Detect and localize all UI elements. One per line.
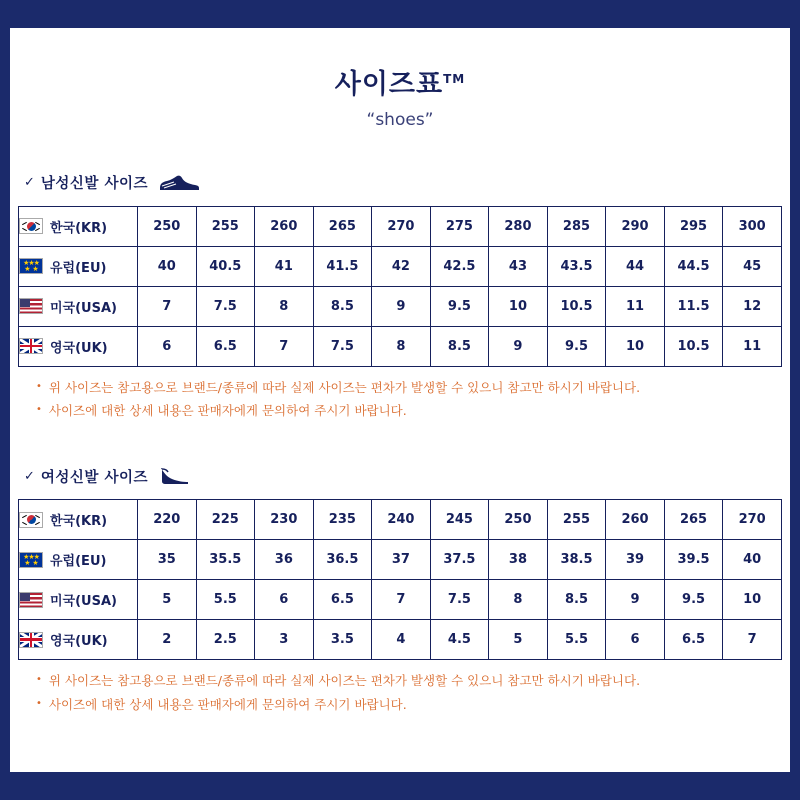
table-row <box>19 620 782 660</box>
korea-flag-icon <box>19 512 43 528</box>
cell: 6.5 <box>196 326 255 366</box>
usa-flag-icon <box>19 298 43 314</box>
cell: 255 <box>547 500 606 540</box>
check-icon: ✓ <box>24 468 35 484</box>
row-label-text: 유럽(EU) <box>50 554 107 570</box>
cell: 7.5 <box>430 580 489 620</box>
note-text: 위 사이즈는 참고용으로 브랜드/종류에 따라 실제 사이즈는 편차가 발생할 수 있으니 참고만 하시기 바랍니다. <box>48 673 641 689</box>
cell: 8 <box>372 326 431 366</box>
cell: 3.5 <box>313 620 372 660</box>
cell: 37.5 <box>430 540 489 580</box>
table-row <box>19 326 782 366</box>
womens-size-table <box>18 499 782 660</box>
cell: 38 <box>489 540 548 580</box>
cell: 7 <box>723 620 782 660</box>
cell: 5 <box>489 620 548 660</box>
bullet-icon: • <box>36 674 42 686</box>
row-label-kr <box>19 206 138 246</box>
cell: 8 <box>489 580 548 620</box>
row-label-usa <box>19 580 138 620</box>
cell: 43 <box>489 246 548 286</box>
check-icon: ✓ <box>24 175 35 191</box>
cell: 41 <box>255 246 314 286</box>
cell: 40 <box>138 246 197 286</box>
section-mens-title: 남성신발 사이즈 <box>40 176 149 193</box>
mens-size-table <box>18 206 782 367</box>
bullet-icon: • <box>36 404 42 416</box>
cell: 220 <box>138 500 197 540</box>
mens-shoe-icon <box>158 173 200 193</box>
table-row <box>19 246 782 286</box>
cell: 9 <box>606 580 665 620</box>
cell: 41.5 <box>313 246 372 286</box>
row-label-uk <box>19 620 138 660</box>
cell: 8 <box>255 286 314 326</box>
cell: 265 <box>313 206 372 246</box>
row-label-uk <box>19 326 138 366</box>
cell: 280 <box>489 206 548 246</box>
uk-flag-icon <box>19 338 43 354</box>
cell: 8.5 <box>313 286 372 326</box>
cell: 37 <box>372 540 431 580</box>
cell: 260 <box>606 500 665 540</box>
section-womens-title: 여성신발 사이즈 <box>40 469 149 486</box>
cell: 245 <box>430 500 489 540</box>
cell: 275 <box>430 206 489 246</box>
row-label-kr <box>19 500 138 540</box>
mens-notes <box>18 379 782 422</box>
eu-flag-icon: ★★★ ★ ★ <box>19 552 43 568</box>
high-heel-icon <box>158 465 192 487</box>
section-mens <box>10 170 790 422</box>
cell: 3 <box>255 620 314 660</box>
cell: 265 <box>664 500 723 540</box>
cell: 2.5 <box>196 620 255 660</box>
cell: 300 <box>723 206 782 246</box>
table-row <box>19 540 782 580</box>
cell: 250 <box>138 206 197 246</box>
cell: 44.5 <box>664 246 723 286</box>
cell: 260 <box>255 206 314 246</box>
cell: 45 <box>723 246 782 286</box>
cell: 10 <box>606 326 665 366</box>
row-label-text: 한국(KR) <box>50 220 108 236</box>
cell: 7.5 <box>196 286 255 326</box>
row-label-text: 미국(USA) <box>50 594 117 610</box>
cell: 255 <box>196 206 255 246</box>
note-text: 위 사이즈는 참고용으로 브랜드/종류에 따라 실제 사이즈는 편차가 발생할 수 있으니 참고만 하시기 바랍니다. <box>48 379 641 395</box>
cell: 11 <box>723 326 782 366</box>
cell: 42 <box>372 246 431 286</box>
row-label-text: 유럽(EU) <box>50 260 107 276</box>
eu-flag-icon: ★★★ ★ ★ <box>19 258 43 274</box>
cell: 36 <box>255 540 314 580</box>
note-item <box>36 696 782 715</box>
cell: 6.5 <box>313 580 372 620</box>
note-text: 사이즈에 대한 상세 내용은 판매자에게 문의하여 주시기 바랍니다. <box>48 403 407 419</box>
cell: 7 <box>138 286 197 326</box>
cell: 230 <box>255 500 314 540</box>
cell: 36.5 <box>313 540 372 580</box>
table-row <box>19 500 782 540</box>
cell: 10.5 <box>664 326 723 366</box>
cell: 240 <box>372 500 431 540</box>
cell: 235 <box>313 500 372 540</box>
cell: 9.5 <box>430 286 489 326</box>
table-row <box>19 580 782 620</box>
cell: 40 <box>723 540 782 580</box>
uk-flag-icon <box>19 632 43 648</box>
row-label-usa <box>19 286 138 326</box>
row-label-eu <box>19 540 138 580</box>
cell: 295 <box>664 206 723 246</box>
cell: 10 <box>723 580 782 620</box>
note-item <box>36 672 782 691</box>
title-block <box>10 28 790 130</box>
trademark-mark: TM <box>443 72 466 86</box>
cell: 9.5 <box>547 326 606 366</box>
cell: 285 <box>547 206 606 246</box>
row-label-text: 미국(USA) <box>50 300 117 316</box>
row-label-text: 한국(KR) <box>50 514 108 530</box>
cell: 5.5 <box>547 620 606 660</box>
cell: 9 <box>372 286 431 326</box>
cell: 270 <box>723 500 782 540</box>
cell: 250 <box>489 500 548 540</box>
section-mens-header <box>18 170 782 196</box>
cell: 42.5 <box>430 246 489 286</box>
cell: 44 <box>606 246 665 286</box>
row-label-text: 영국(UK) <box>50 634 108 650</box>
cell: 4 <box>372 620 431 660</box>
cell: 270 <box>372 206 431 246</box>
cell: 11 <box>606 286 665 326</box>
usa-flag-icon <box>19 592 43 608</box>
note-text: 사이즈에 대한 상세 내용은 판매자에게 문의하여 주시기 바랍니다. <box>48 696 407 712</box>
table-row <box>19 206 782 246</box>
korea-flag-icon <box>19 218 43 234</box>
note-item <box>36 379 782 398</box>
cell: 8.5 <box>547 580 606 620</box>
page-title-text: 사이즈표 <box>334 69 444 100</box>
cell: 2 <box>138 620 197 660</box>
cell: 8.5 <box>430 326 489 366</box>
page-subtitle: “shoes” <box>366 109 434 130</box>
cell: 9.5 <box>664 580 723 620</box>
section-womens-header <box>18 463 782 489</box>
cell: 10.5 <box>547 286 606 326</box>
cell: 12 <box>723 286 782 326</box>
row-label-eu <box>19 246 138 286</box>
cell: 6 <box>138 326 197 366</box>
cell: 10 <box>489 286 548 326</box>
cell: 35.5 <box>196 540 255 580</box>
cell: 7.5 <box>313 326 372 366</box>
cell: 7 <box>372 580 431 620</box>
cell: 4.5 <box>430 620 489 660</box>
section-womens <box>10 463 790 715</box>
cell: 39 <box>606 540 665 580</box>
cell: 6.5 <box>664 620 723 660</box>
page-title <box>10 70 790 100</box>
cell: 6 <box>255 580 314 620</box>
cell: 35 <box>138 540 197 580</box>
cell: 5 <box>138 580 197 620</box>
cell: 5.5 <box>196 580 255 620</box>
cell: 39.5 <box>664 540 723 580</box>
bullet-icon: • <box>36 380 42 392</box>
cell: 43.5 <box>547 246 606 286</box>
bullet-icon: • <box>36 697 42 709</box>
page-inner <box>10 28 790 772</box>
cell: 40.5 <box>196 246 255 286</box>
cell: 6 <box>606 620 665 660</box>
table-row <box>19 286 782 326</box>
cell: 290 <box>606 206 665 246</box>
womens-notes <box>18 672 782 715</box>
cell: 38.5 <box>547 540 606 580</box>
note-item <box>36 402 782 421</box>
cell: 9 <box>489 326 548 366</box>
cell: 11.5 <box>664 286 723 326</box>
cell: 7 <box>255 326 314 366</box>
row-label-text: 영국(UK) <box>50 340 108 356</box>
cell: 225 <box>196 500 255 540</box>
